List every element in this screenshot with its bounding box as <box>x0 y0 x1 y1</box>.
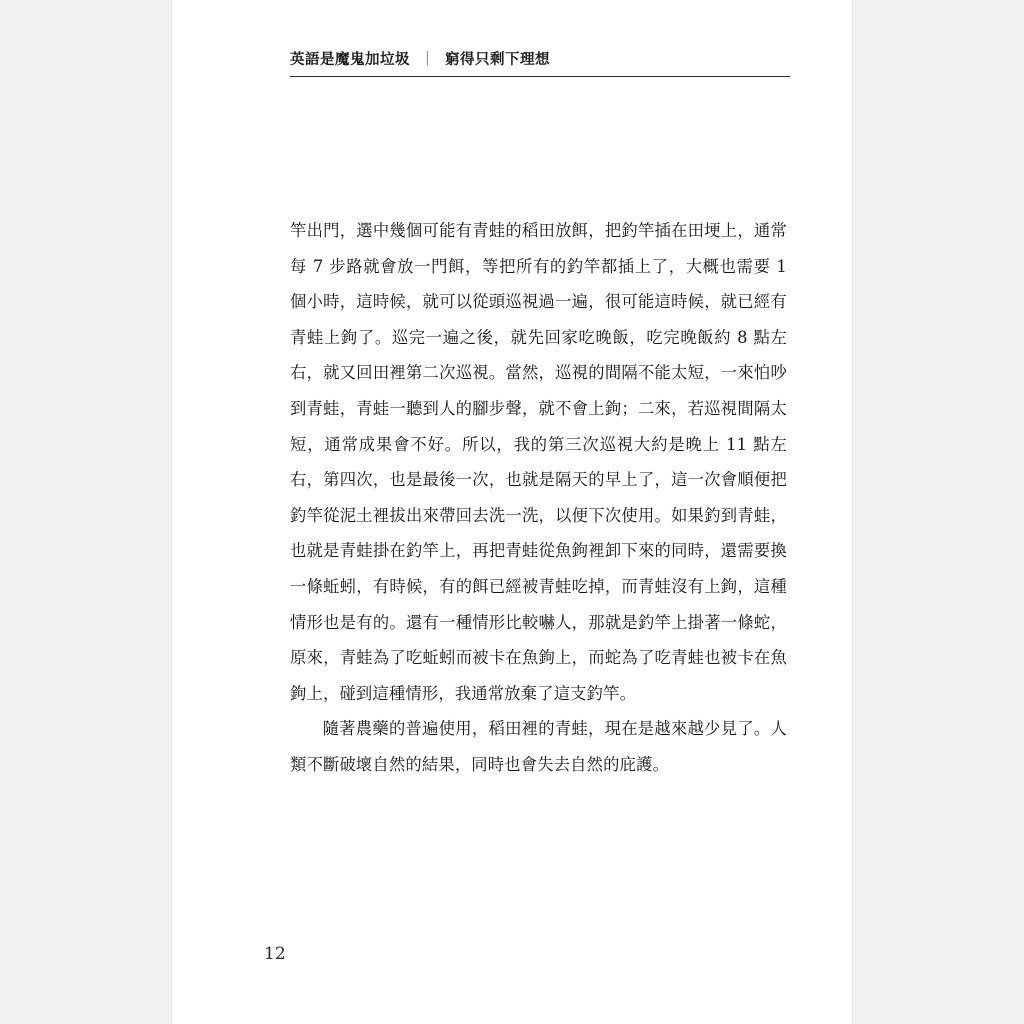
folio-area <box>264 944 790 972</box>
page-number: 12 <box>264 944 286 964</box>
chapter-title: 窮得只剩下理想 <box>445 51 550 68</box>
book-title: 英語是魔鬼加垃圾 <box>290 51 410 68</box>
running-head <box>290 48 790 82</box>
header-divider <box>290 76 790 77</box>
body-text <box>290 213 787 783</box>
book-page <box>172 0 852 1024</box>
paragraph-1: 竿出門，選中幾個可能有青蛙的稻田放餌，把釣竿插在田埂上，通常每 7 步路就會放一門餌，等把所有的釣竿都插上了，大概也需要 1 個小時，這時候，就可以從頭巡視過一遍，很可能這時候，就已經有青蛙上鉤了。巡完一遍之後，就先回家吃晚飯，吃完晚飯約 8 點左右，就又回田裡第二次巡視。當然，巡視的間隔不能太短，一來怕吵到青蛙，青蛙一聽到人的腳步聲，就不會上鉤；二來，若巡視間隔太短，通常成果會不好。所以，我的第三次巡視大約是晚上 11 點左右，第四次，也是最後一次，也就是隔天的早上了，這一次會順便把釣竿從泥土裡拔出來帶回去洗一洗，以便下次使用。如果釣到青蛙，也就是青蛙掛在釣竿上，再把青蛙從魚鉤裡卸下來的同時，還需要換一條蚯蚓，有時候，有的餌已經被青蛙吃掉，而青蛙沒有上鉤，這種情形也是有的。還有一種情形比較嚇人，那就是釣竿上掛著一條蛇，原來，青蛙為了吃蚯蚓而被卡在魚鉤上，而蛇為了吃青蛙也被卡在魚鉤上，碰到這種情形，我通常放棄了這支釣竿。 <box>290 221 787 703</box>
running-head-line <box>290 48 790 69</box>
page-content-area <box>172 0 852 1024</box>
paragraph-2: 隨著農藥的普遍使用，稻田裡的青蛙，現在是越來越少見了。人類不斷破壞自然的結果，同時也會失去自然的庇護。 <box>290 719 787 774</box>
running-head-separator: ｜ <box>420 52 435 68</box>
